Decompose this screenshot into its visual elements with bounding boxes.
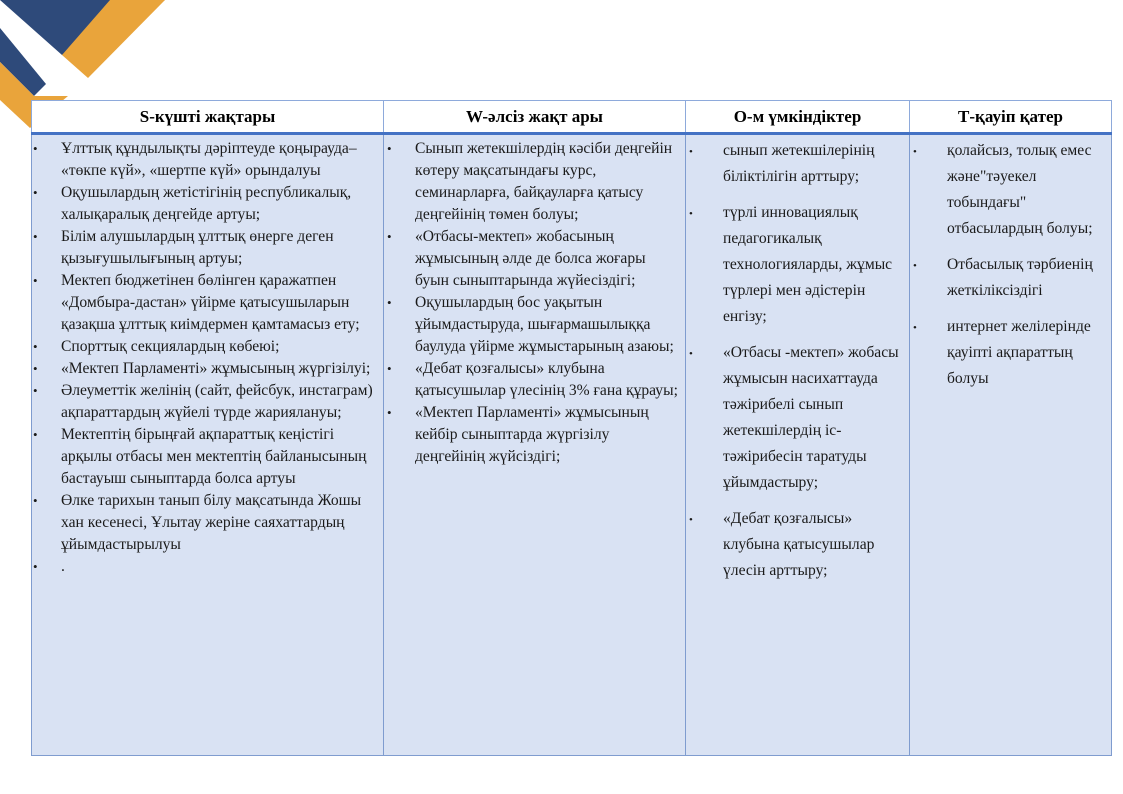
opportunities-list: [686, 138, 909, 584]
bullet-icon: •: [33, 339, 38, 354]
list-item: [384, 402, 685, 468]
list-item: [910, 314, 1111, 392]
strengths-cell: [32, 134, 384, 756]
bullet-icon: •: [33, 383, 38, 398]
bullet-icon: •: [387, 229, 392, 244]
list-item: [384, 226, 685, 292]
list-item-text: «Дебат қозғалысы» клубына қатысушылар үлесін арттыру;: [723, 510, 875, 579]
list-item: [384, 358, 685, 402]
list-item-text: Оқушылардың жетістігінің республикалық, халықаралық деңгейде артуы;: [61, 184, 352, 223]
list-item-text: Білім алушылардың ұлттық өнерге деген қызығушылығының артуы;: [61, 228, 334, 267]
opportunities-cell: [686, 134, 910, 756]
list-item: [910, 138, 1111, 242]
list-item-text: сынып жетекшілерінің біліктілігін арттыру;: [723, 142, 875, 185]
header-opportunities: О-м үмкіндіктер: [686, 101, 910, 134]
list-item-text: Әлеуметтік желінің (сайт, фейсбук, инстаграм) ақпараттардың жүйелі түрде жариялануы;: [61, 382, 373, 421]
bullet-icon: •: [689, 514, 693, 526]
list-item: [32, 182, 383, 226]
list-item-text: «Мектеп Парламенті» жұмысының жүргізілуі;: [61, 360, 371, 377]
list-item-text: Ұлттық құндылықты дәріптеуде қоңырауда– «төкпе күй», «шертпе күй» орындалуы: [61, 140, 357, 179]
bullet-icon: •: [689, 146, 693, 158]
bullet-icon: •: [387, 295, 392, 310]
bullet-icon: •: [387, 361, 392, 376]
bullet-icon: •: [33, 273, 38, 288]
list-item: [686, 340, 909, 496]
bullet-icon: •: [913, 146, 917, 158]
list-item-text: түрлі инновациялық педагогикалық технологияларды, жұмыс түрлері мен әдістерін енгізу;: [723, 204, 893, 325]
list-item: [32, 270, 383, 336]
header-threats: Т-қауіп қатер: [910, 101, 1112, 134]
list-item: [32, 490, 383, 556]
bullet-icon: •: [387, 141, 392, 156]
list-item: [32, 358, 383, 380]
bullet-icon: •: [387, 405, 392, 420]
list-item-text: Мектептің бірыңғай ақпараттық кеңістігі арқылы отбасы мен мектептің байланысының бастауыш сыныптарда болса артуы: [61, 426, 367, 487]
bullet-icon: •: [33, 361, 38, 376]
strengths-list: [32, 138, 383, 578]
content-row: [32, 134, 1112, 756]
list-item-text: «Мектеп Парламенті» жұмысының кейбір сыныптарда жүргізілу деңгейінің жүйсіздігі;: [415, 404, 649, 465]
list-item-text: Өлке тарихын танып білу мақсатында Жошы хан кесенесі, Ұлытау жеріне саяхаттардың ұйымдастырылуы: [61, 492, 362, 553]
list-item-text: .: [61, 558, 65, 575]
bullet-icon: •: [33, 493, 38, 508]
bullet-icon: •: [689, 348, 693, 360]
bullet-icon: •: [33, 185, 38, 200]
list-item: [32, 556, 383, 578]
bullet-icon: •: [33, 427, 38, 442]
list-item-text: Спорттық секциялардың көбеюі;: [61, 338, 280, 355]
weaknesses-cell: [384, 134, 686, 756]
threats-list: [910, 138, 1111, 392]
bullet-icon: •: [33, 559, 38, 574]
list-item-text: Мектеп бюджетінен бөлінген қаражатпен «Домбыра-дастан» үйірме қатысушыларын қазақша ұлттық киімдермен қамтамасыз ету;: [61, 272, 360, 333]
list-item: [32, 336, 383, 358]
bullet-icon: •: [689, 208, 693, 220]
list-item: [686, 138, 909, 190]
list-item: [384, 292, 685, 358]
list-item-text: «Дебат қозғалысы» клубына қатысушылар үлесінің 3% ғана құрауы;: [415, 360, 678, 399]
list-item: [384, 138, 685, 226]
bullet-icon: •: [33, 229, 38, 244]
header-weaknesses: W-әлсіз жақт ары: [384, 101, 686, 134]
swot-table: [31, 100, 1112, 756]
list-item-text: «Отбасы -мектеп» жобасы жұмысын насихаттауда тәжірибелі сынып жетекшілердің іс-тәжірибесін таратуды ұйымдастыру;: [723, 344, 899, 491]
bullet-icon: •: [913, 322, 917, 334]
list-item-text: интернет желілерінде қауіпті ақпараттың болуы: [947, 318, 1091, 387]
list-item: [32, 226, 383, 270]
header-row: [32, 101, 1112, 134]
list-item-text: Отбасылық тәрбиенің жеткіліксіздігі: [947, 256, 1093, 299]
bullet-icon: •: [33, 141, 38, 156]
list-item-text: «Отбасы-мектеп» жобасының жұмысының әлде де болса жоғары буын сыныптарында жүйесіздігі;: [415, 228, 646, 289]
bullet-icon: •: [913, 260, 917, 272]
list-item: [910, 252, 1111, 304]
list-item: [686, 506, 909, 584]
list-item-text: қолайсыз, толық емес және"тәуекел тобындағы" отбасылардың болуы;: [947, 142, 1093, 237]
header-strengths: S-күшті жақтары: [32, 101, 384, 134]
list-item: [32, 380, 383, 424]
list-item: [32, 424, 383, 490]
list-item: [32, 138, 383, 182]
list-item-text: Оқушылардың бос уақытын ұйымдастыруда, шығармашылыққа баулуда үйірме жұмыстарының азаюы;: [415, 294, 674, 355]
list-item-text: Сынып жетекшілердің кәсіби деңгейін көтеру мақсатындағы курс, семинарларға, байқауларға қатысу деңгейінің төмен болуы;: [415, 140, 673, 223]
list-item: [686, 200, 909, 330]
threats-cell: [910, 134, 1112, 756]
weaknesses-list: [384, 138, 685, 468]
